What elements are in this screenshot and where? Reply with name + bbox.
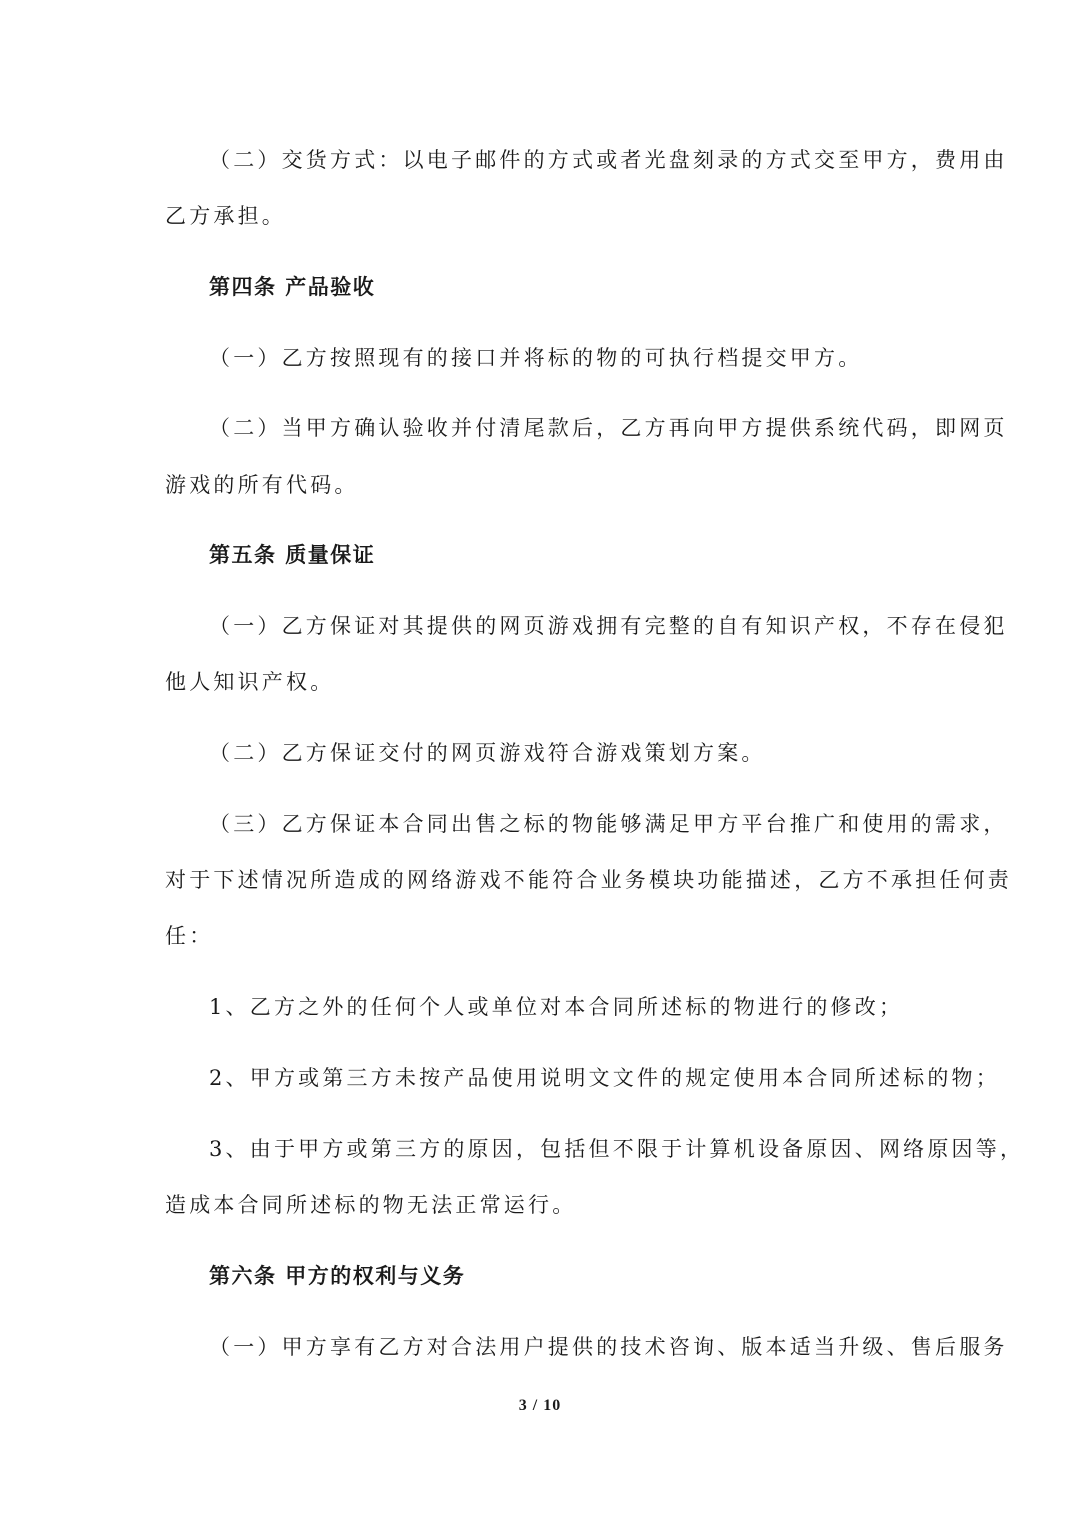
list-item: 2、甲方或第三方未按产品使用说明文文件的规定使用本合同所述标的物； [209,1066,1000,1090]
list-item: 3、由于甲方或第三方的原因，包括但不限于计算机设备原因、网络原因等， [209,1137,1025,1161]
paragraph-line: （一）乙方按照现有的接口并将标的物的可执行档提交甲方。 [209,346,863,370]
paragraph-line: 对于下述情况所造成的网络游戏不能符合业务模块功能描述，乙方不承担任何责 [165,868,1012,892]
paragraph-line: 游戏的所有代码。 [165,473,359,497]
paragraph-line: 他人知识产权。 [165,670,335,694]
paragraph-line: （二）乙方保证交付的网页游戏符合游戏策划方案。 [209,741,766,765]
paragraph-line: 乙方承担。 [165,204,286,228]
paragraph-line: （二）当甲方确认验收并付清尾款后，乙方再向甲方提供系统代码，即网页 [209,416,1008,440]
paragraph-line: 造成本合同所述标的物无法正常运行。 [165,1193,577,1217]
paragraph-line: （一）乙方保证对其提供的网页游戏拥有完整的自有知识产权，不存在侵犯 [209,614,1008,638]
paragraph-line: （三）乙方保证本合同出售之标的物能够满足甲方平台推广和使用的需求， [209,812,1008,836]
section-heading: 第五条 质量保证 [209,543,376,567]
section-heading: 第四条 产品验收 [209,275,376,299]
page-number: 3 / 10 [518,1397,562,1414]
list-item: 1、乙方之外的任何个人或单位对本合同所述标的物进行的修改； [209,995,904,1019]
paragraph-line: 任： [165,924,214,948]
paragraph-line: （一）甲方享有乙方对合法用户提供的技术咨询、版本适当升级、售后服务 [209,1335,1008,1359]
section-heading: 第六条 甲方的权利与义务 [209,1264,466,1288]
paragraph-line: （二）交货方式：以电子邮件的方式或者光盘刻录的方式交至甲方，费用由 [209,148,1008,172]
